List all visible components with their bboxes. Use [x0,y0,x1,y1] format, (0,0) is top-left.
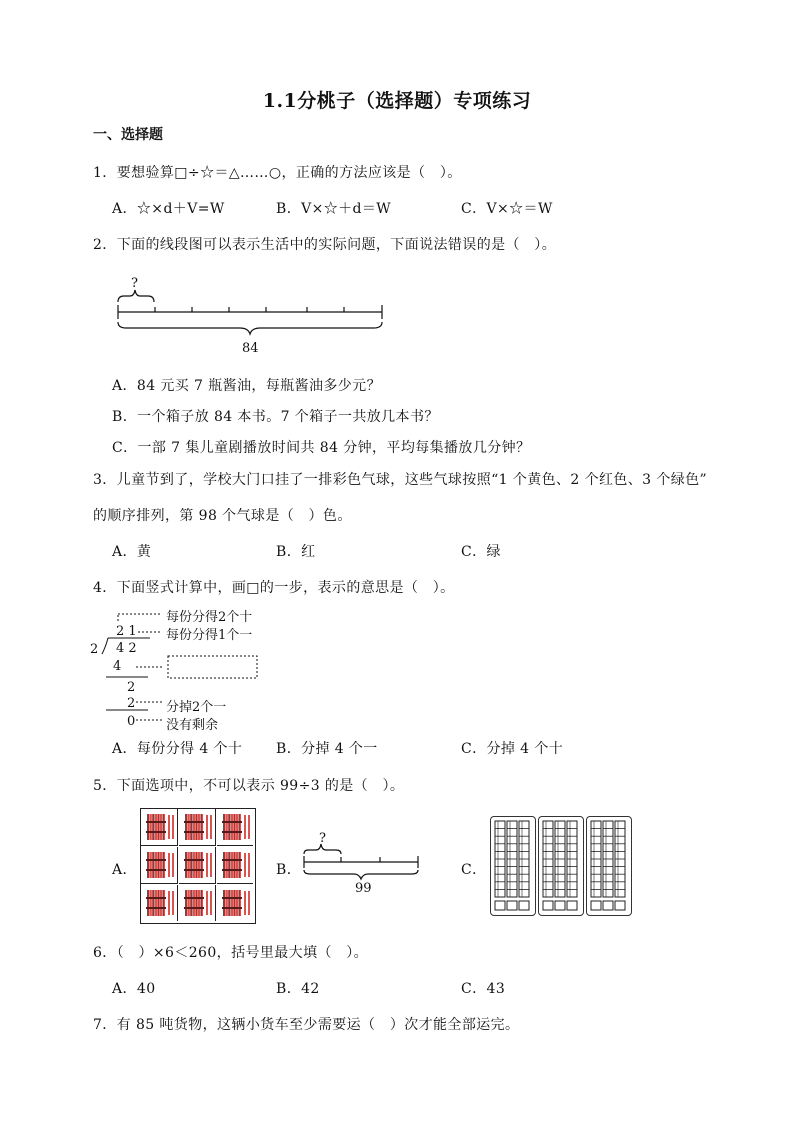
segment-question-mark: ? [131,276,138,291]
page-title: 1.1分桃子（选择题）专项练习 [262,90,532,112]
question-7-stem: 7．有 85 吨货物，这辆小货车至少需要运（ ）次才能全部运完。 [93,1017,520,1033]
question-3-stem-line1: 3．儿童节到了，学校大门口挂了一排彩色气球，这些气球按照“1 个黄色、2 个红色、3 个绿色” [93,472,708,488]
dividend-digits: 4 2 [116,641,137,656]
stick-bundle-cell [179,885,216,921]
step-digit-2a: 2 [127,680,136,695]
question-3-option-c[interactable]: C．绿 [461,544,501,560]
question-4-option-b[interactable]: B．分掉 4 个一 [276,741,378,757]
question-5-option-b-label[interactable]: B． [276,862,302,878]
remainder-digit: 0 [127,714,136,729]
question-5-option-c-label[interactable]: C． [461,862,487,878]
segment-b-question-mark: ? [319,831,326,846]
question-2-option-b[interactable]: B．一个箱子放 84 本书。7 个箱子一共放几本书？ [112,409,439,425]
segment-total-label: 84 [242,341,259,356]
cube-tray [538,816,584,916]
stick-bundle-cell [217,847,253,884]
cube-tray [586,816,632,916]
question-1-option-c[interactable]: C．V×☆＝W [461,201,553,217]
divisor-digit: 2 [90,642,99,657]
question-5-option-a-label[interactable]: A． [112,862,137,878]
stick-bundle-cell [217,809,253,846]
quotient-digits: 2 1 [116,624,137,639]
note-remainder: 没有剩余 [166,718,219,733]
question-5-stem: 5．下面选项中，不可以表示 99÷3 的是（ ）。 [93,778,405,794]
question-4-stem: 4．下面竖式计算中，画□的一步，表示的意思是（ ）。 [93,580,455,596]
question-2-option-a[interactable]: A．84 元买 7 瓶酱油，每瓶酱油多少元？ [112,378,381,394]
stick-bundle-cell [217,885,253,921]
note-step3: 分掉2个一 [166,700,227,715]
stick-bundle-cell [179,847,216,884]
note-top: 每份分得2个十 [166,610,253,625]
segment-b-total-label: 99 [355,881,372,896]
question-2-stem: 2．下面的线段图可以表示生活中的实际问题，下面说法错误的是（ ）。 [93,237,557,253]
note-quotient: 每份分得1个一 [166,628,253,643]
question-1-option-a[interactable]: A．☆×d＋V=W [112,201,225,217]
stick-bundle-cell [141,885,178,921]
question-6-stem: 6．（ ）×6＜260，括号里最大填（ ）。 [93,945,369,961]
question-3-option-b[interactable]: B．红 [276,544,316,560]
question-4-option-c[interactable]: C．分掉 4 个十 [461,741,564,757]
cube-tray [490,816,536,916]
step-digit-2b: 2 [127,696,136,711]
question-6-option-b[interactable]: B．42 [276,981,320,997]
question-1-option-b[interactable]: B．V×☆＋d＝W [276,201,392,217]
question-1-stem: 1．要想验算□÷☆＝△……○，正确的方法应该是（ ）。 [93,165,462,181]
step-digit-4: 4 [113,659,122,674]
question-3-stem-line2: 的顺序排列，第 98 个气球是（ ）色。 [93,508,352,524]
section-heading: 一、选择题 [93,127,163,143]
stick-bundle-cell [141,809,178,846]
stick-bundle-cell [179,809,216,846]
question-6-option-c[interactable]: C．43 [461,981,506,997]
stick-bundle-cell [141,847,178,884]
question-6-option-a[interactable]: A．40 [112,981,156,997]
stick-bundle-grid [140,808,256,924]
question-4-option-a[interactable]: A．每份分得 4 个十 [112,741,243,757]
question-3-option-a[interactable]: A．黄 [112,544,152,560]
question-2-option-c[interactable]: C．一部 7 集儿童剧播放时间共 84 分钟，平均每集播放几分钟？ [112,440,531,456]
